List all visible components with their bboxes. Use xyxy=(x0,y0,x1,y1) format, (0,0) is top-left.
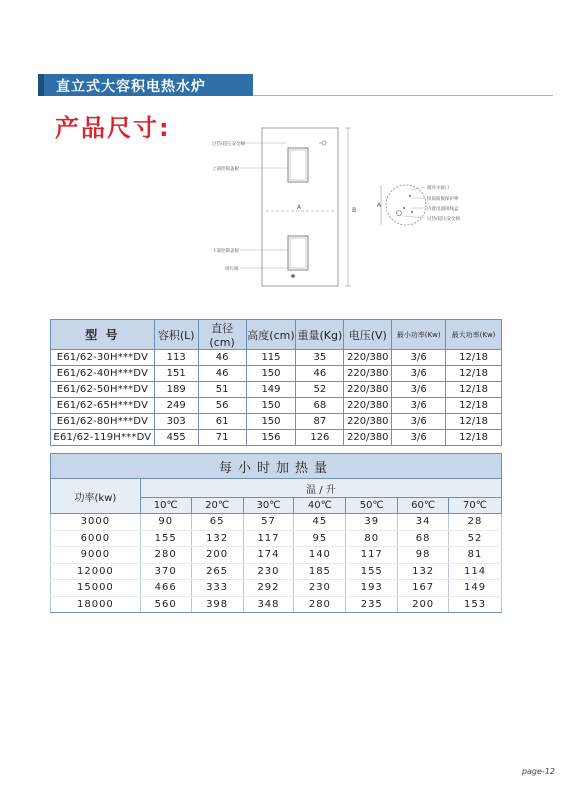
label-upper-panel: 上部控制盖板 xyxy=(212,167,239,172)
temp-col-header: 70℃ xyxy=(449,498,502,514)
label-drain: 排污阀 xyxy=(225,267,239,272)
section-title: 产品尺寸: xyxy=(55,114,171,142)
model-cell: E61/62-40H***DV xyxy=(51,366,155,382)
heat-cell: 155 xyxy=(140,530,191,547)
label-top-inlet: 循环水接口 xyxy=(427,186,450,191)
heat-row xyxy=(51,596,502,613)
label-top-anode: 镁质阳极保护棒 xyxy=(427,197,459,202)
heat-cell: 280 xyxy=(140,547,191,564)
heat-cell: 52 xyxy=(449,530,502,547)
dim-b-label: B xyxy=(352,207,357,214)
spec-row xyxy=(51,430,502,446)
spec-cell: 3/6 xyxy=(392,366,446,382)
temp-col-header: 40℃ xyxy=(294,498,346,514)
heat-cell: 265 xyxy=(191,563,243,580)
spec-cell: 220/380 xyxy=(344,350,392,366)
power-cell: 18000 xyxy=(51,596,141,613)
spec-cell: 220/380 xyxy=(344,366,392,382)
heat-cell: 117 xyxy=(243,530,294,547)
spec-header: 型 号 xyxy=(51,320,155,350)
heat-cell: 560 xyxy=(140,596,191,613)
heat-cell: 90 xyxy=(140,514,191,531)
spec-cell: 149 xyxy=(246,382,296,398)
heat-row xyxy=(51,547,502,564)
heat-cell: 230 xyxy=(294,580,346,597)
spec-row xyxy=(51,414,502,430)
spec-header: 电压(V) xyxy=(344,320,392,350)
heat-cell: 132 xyxy=(191,530,243,547)
spec-cell: 249 xyxy=(154,398,198,414)
spec-cell: 220/380 xyxy=(344,398,392,414)
power-cell: 9000 xyxy=(51,547,141,564)
label-lower-panel: 下部控制盖板 xyxy=(212,249,239,254)
heat-cell: 132 xyxy=(398,563,449,580)
spec-cell: 46 xyxy=(198,350,246,366)
spec-cell: 3/6 xyxy=(392,414,446,430)
heat-cell: 68 xyxy=(398,530,449,547)
spec-cell: 220/380 xyxy=(344,430,392,446)
heat-cell: 95 xyxy=(294,530,346,547)
temp-col-header: 50℃ xyxy=(346,498,398,514)
heat-cell: 45 xyxy=(294,514,346,531)
spec-cell: 46 xyxy=(296,366,344,382)
dim-a-label: A xyxy=(297,204,302,211)
power-cell: 6000 xyxy=(51,530,141,547)
spec-cell: 115 xyxy=(246,350,296,366)
drain-valve-icon xyxy=(291,274,295,278)
lower-control-panel xyxy=(288,236,308,270)
label-valve-top: 过热/超压安全阀 xyxy=(212,142,246,147)
heat-table xyxy=(50,453,502,613)
spec-cell: 12/18 xyxy=(446,350,502,366)
spec-cell: 189 xyxy=(154,382,198,398)
heat-table-caption: 每小时加热量 xyxy=(51,454,502,479)
heat-cell: 65 xyxy=(191,514,243,531)
spec-table xyxy=(50,319,502,446)
heat-cell: 230 xyxy=(243,563,294,580)
spec-header: 直径(cm) xyxy=(198,320,246,350)
page-title: 直立式大容积电热水炉 xyxy=(56,79,206,95)
heat-cell: 292 xyxy=(243,580,294,597)
model-cell: E61/62-80H***DV xyxy=(51,414,155,430)
label-top-valve: 过热/超压安全阀 xyxy=(427,217,461,222)
temp-col-header: 60℃ xyxy=(398,498,449,514)
heat-cell: 149 xyxy=(449,580,502,597)
heat-cell: 155 xyxy=(346,563,398,580)
model-cell: E61/62-65H***DV xyxy=(51,398,155,414)
spec-cell: 113 xyxy=(154,350,198,366)
heat-cell: 117 xyxy=(346,547,398,564)
heat-cell: 57 xyxy=(243,514,294,531)
spec-cell: 151 xyxy=(154,366,198,382)
model-cell: E61/62-30H***DV xyxy=(51,350,155,366)
spec-cell: 220/380 xyxy=(344,382,392,398)
heat-cell: 39 xyxy=(346,514,398,531)
heat-cell: 200 xyxy=(191,547,243,564)
top-view xyxy=(386,185,426,225)
heat-cell: 153 xyxy=(449,596,502,613)
spec-header: 最小功率(Kw) xyxy=(392,320,446,350)
heat-cell: 348 xyxy=(243,596,294,613)
spec-cell: 455 xyxy=(154,430,198,446)
heat-row xyxy=(51,514,502,531)
spec-cell: 12/18 xyxy=(446,414,502,430)
spec-cell: 3/6 xyxy=(392,430,446,446)
heat-row xyxy=(51,530,502,547)
spec-row xyxy=(51,382,502,398)
heat-cell: 466 xyxy=(140,580,191,597)
spec-cell: 12/18 xyxy=(446,430,502,446)
heat-cell: 193 xyxy=(346,580,398,597)
spec-cell: 150 xyxy=(246,366,296,382)
temp-col-header: 20℃ xyxy=(191,498,243,514)
heat-cell: 34 xyxy=(398,514,449,531)
heat-cell: 333 xyxy=(191,580,243,597)
spec-header: 最大功率(Kw) xyxy=(446,320,502,350)
upper-control-panel xyxy=(288,148,308,182)
spec-cell: 12/18 xyxy=(446,382,502,398)
spec-header-row xyxy=(51,320,502,350)
heat-cell: 235 xyxy=(346,596,398,613)
temp-col-header: 10℃ xyxy=(140,498,191,514)
spec-cell: 12/18 xyxy=(446,366,502,382)
spec-cell: 303 xyxy=(154,414,198,430)
top-dim-a-label: A xyxy=(377,202,382,209)
power-cell: 12000 xyxy=(51,563,141,580)
model-cell: E61/62-119H***DV xyxy=(51,430,155,446)
model-cell: E61/62-50H***DV xyxy=(51,382,155,398)
heat-cell: 81 xyxy=(449,547,502,564)
heat-cell: 140 xyxy=(294,547,346,564)
spec-cell: 35 xyxy=(296,350,344,366)
spec-cell: 220/380 xyxy=(344,414,392,430)
spec-cell: 52 xyxy=(296,382,344,398)
spec-cell: 46 xyxy=(198,366,246,382)
spec-cell: 126 xyxy=(296,430,344,446)
temp-col-header: 30℃ xyxy=(243,498,294,514)
heat-cell: 280 xyxy=(294,596,346,613)
spec-cell: 71 xyxy=(198,430,246,446)
heat-cell: 28 xyxy=(449,514,502,531)
spec-cell: 68 xyxy=(296,398,344,414)
spec-header: 容积(L) xyxy=(154,320,198,350)
heat-cell: 114 xyxy=(449,563,502,580)
spec-cell: 150 xyxy=(246,414,296,430)
heat-row xyxy=(51,563,502,580)
spec-row xyxy=(51,366,502,382)
spec-cell: 156 xyxy=(246,430,296,446)
heat-cell: 167 xyxy=(398,580,449,597)
spec-cell: 87 xyxy=(296,414,344,430)
label-top-sensor: 内置电器接线盒 xyxy=(427,207,459,212)
spec-cell: 3/6 xyxy=(392,350,446,366)
heat-cell: 80 xyxy=(346,530,398,547)
spec-row xyxy=(51,350,502,366)
heat-cell: 200 xyxy=(398,596,449,613)
dimension-diagram xyxy=(0,0,587,310)
power-header: 功率(kw) xyxy=(51,479,141,514)
spec-cell: 3/6 xyxy=(392,382,446,398)
temp-header: 温 / 升 xyxy=(140,479,501,498)
spec-cell: 150 xyxy=(246,398,296,414)
power-cell: 3000 xyxy=(51,514,141,531)
spec-cell: 3/6 xyxy=(392,398,446,414)
heat-cell: 174 xyxy=(243,547,294,564)
heat-cell: 185 xyxy=(294,563,346,580)
heat-cell: 370 xyxy=(140,563,191,580)
power-cell: 15000 xyxy=(51,580,141,597)
heat-cell: 398 xyxy=(191,596,243,613)
page-number: page-12 xyxy=(521,767,555,776)
heat-row xyxy=(51,580,502,597)
top-valve-icon xyxy=(322,141,326,145)
heat-cell: 98 xyxy=(398,547,449,564)
spec-header: 重量(Kg) xyxy=(296,320,344,350)
spec-cell: 61 xyxy=(198,414,246,430)
spec-cell: 56 xyxy=(198,398,246,414)
spec-header: 高度(cm) xyxy=(246,320,296,350)
spec-cell: 12/18 xyxy=(446,398,502,414)
spec-cell: 51 xyxy=(198,382,246,398)
spec-row xyxy=(51,398,502,414)
